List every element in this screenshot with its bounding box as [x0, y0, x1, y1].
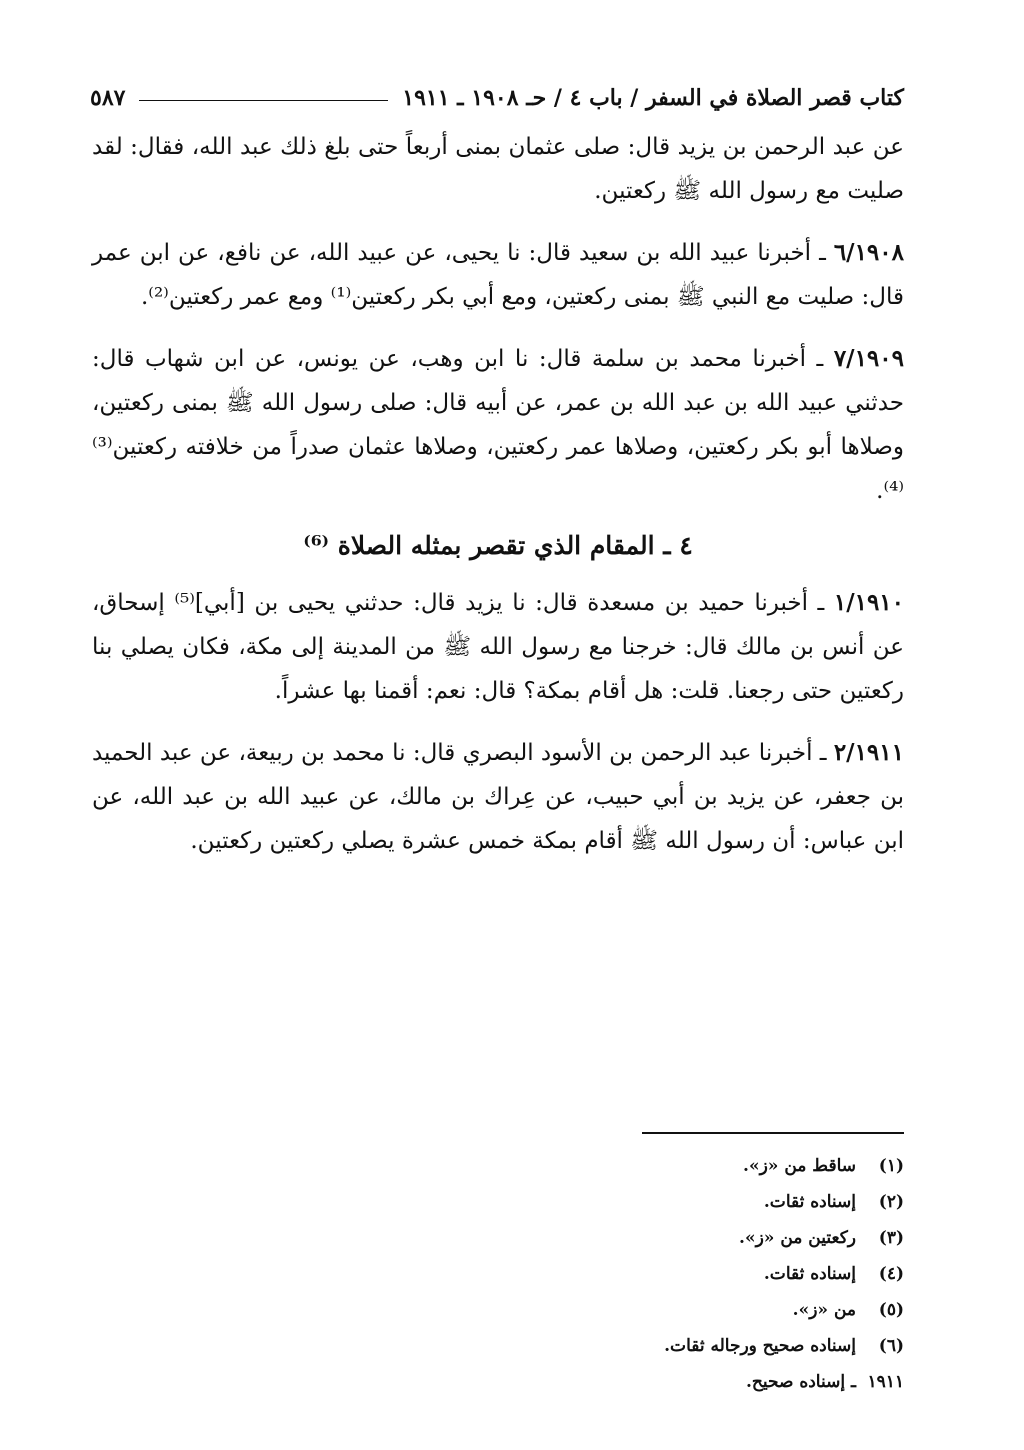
hadith-number: ٢/١٩١١ [833, 739, 904, 766]
footnote-mark: ١٩١١ [867, 1372, 904, 1392]
footnote [380, 1184, 904, 1220]
footnote-mark: (٥) [878, 1300, 904, 1320]
footnote [380, 1328, 904, 1364]
paragraph-continuation [92, 125, 904, 213]
footnote-mark: (٢) [878, 1192, 904, 1212]
footnote [380, 1364, 904, 1400]
footnote-mark: (٣) [878, 1228, 904, 1248]
section-heading: ٤ ـ المقام الذي تقصر بمثله الصلاة ⁽⁶⁾ [303, 531, 693, 560]
footnote-text: ساقط من «ز». [743, 1156, 856, 1176]
hadith-1911 [92, 731, 904, 863]
footnote-separator [642, 1132, 904, 1134]
footnote-text: إسناده ثقات. [763, 1264, 856, 1284]
page-number: ٥٨٧ [90, 85, 126, 111]
header-rule [139, 100, 388, 101]
footnotes [380, 1148, 904, 1400]
hadith-text: ـ أخبرنا عبد الرحمن بن الأسود البصري قال: نا محمد بن ربيعة، عن عبد الحميد بن جعفر، عن يزيد بن أبي حبيب، عن عِراك بن مالك، عن عبيد الله بن عبد الله، عن ابن عباس: أن رسول الله ﷺ أقام بمكة خمس عشرة يصلي ركعتين ركعتين. [91, 740, 904, 854]
hadith-1908 [92, 231, 904, 319]
footnote-text: ركعتين من «ز». [739, 1228, 856, 1248]
hadith-number: ٧/١٩٠٩ [833, 345, 904, 372]
footnote-text: إسناده صحيح ورجاله ثقات. [664, 1336, 856, 1356]
footnote-text: ـ إسناده صحيح. [745, 1372, 856, 1392]
hadith-number: ١/١٩١٠ [833, 589, 905, 616]
hadith-text: ـ أخبرنا عبيد الله بن سعيد قال: نا يحيى، عن عبيد الله، عن نافع، عن ابن عمر قال: صليت مع النبي ﷺ بمنى ركعتين، ومع أبي بكر ركعتين⁽¹⁾ ومع عمر ركعتين⁽²⁾. [92, 240, 904, 310]
running-title: كتاب قصر الصلاة في السفر / باب ٤ / حـ ١٩٠٨ ـ ١٩١١ [402, 85, 904, 111]
hadith-text: ـ أخبرنا حميد بن مسعدة قال: نا يزيد قال: حدثني يحيى بن [أبي]⁽⁵⁾ إسحاق، عن أنس بن مالك قال: خرجنا مع رسول الله ﷺ من المدينة إلى مكة، فكان يصلي بنا ركعتين حتى رجعنا. قلت: هل أقام بمكة؟ قال: نعم: أقمنا بها عشراً. [92, 590, 904, 704]
hadith-1910 [92, 581, 904, 713]
paragraph-text: عن عبد الرحمن بن يزيد قال: صلى عثمان بمنى أربعاً حتى بلغ ذلك عبد الله، فقال: لقد صليت مع رسول الله ﷺ ركعتين. [92, 134, 904, 204]
footnote-mark: (١) [878, 1156, 904, 1176]
footnote-text: من «ز». [792, 1300, 856, 1320]
footnote [380, 1220, 904, 1256]
footnote [380, 1292, 904, 1328]
hadith-text: ـ أخبرنا محمد بن سلمة قال: نا ابن وهب، عن يونس، عن ابن شهاب قال: حدثني عبيد الله بن عبد الله بن عمر، عن أبيه قال: صلى رسول الله ﷺ بمنى ركعتين، وصلاها أبو بكر ركعتين، وصلاها عمر ركعتين، وصلاها عثمان صدراً من خلافته ركعتين⁽³⁾ ⁽⁴⁾. [92, 346, 904, 504]
footnote [380, 1256, 904, 1292]
page-body [92, 125, 904, 863]
footnote-mark: (٤) [878, 1264, 904, 1284]
hadith-1909 [92, 337, 904, 513]
footnote-text: إسناده ثقات. [763, 1192, 856, 1212]
hadith-number: ٦/١٩٠٨ [833, 239, 904, 266]
footnote [380, 1148, 904, 1184]
page-header [90, 78, 904, 118]
footnote-mark: (٦) [878, 1336, 904, 1356]
